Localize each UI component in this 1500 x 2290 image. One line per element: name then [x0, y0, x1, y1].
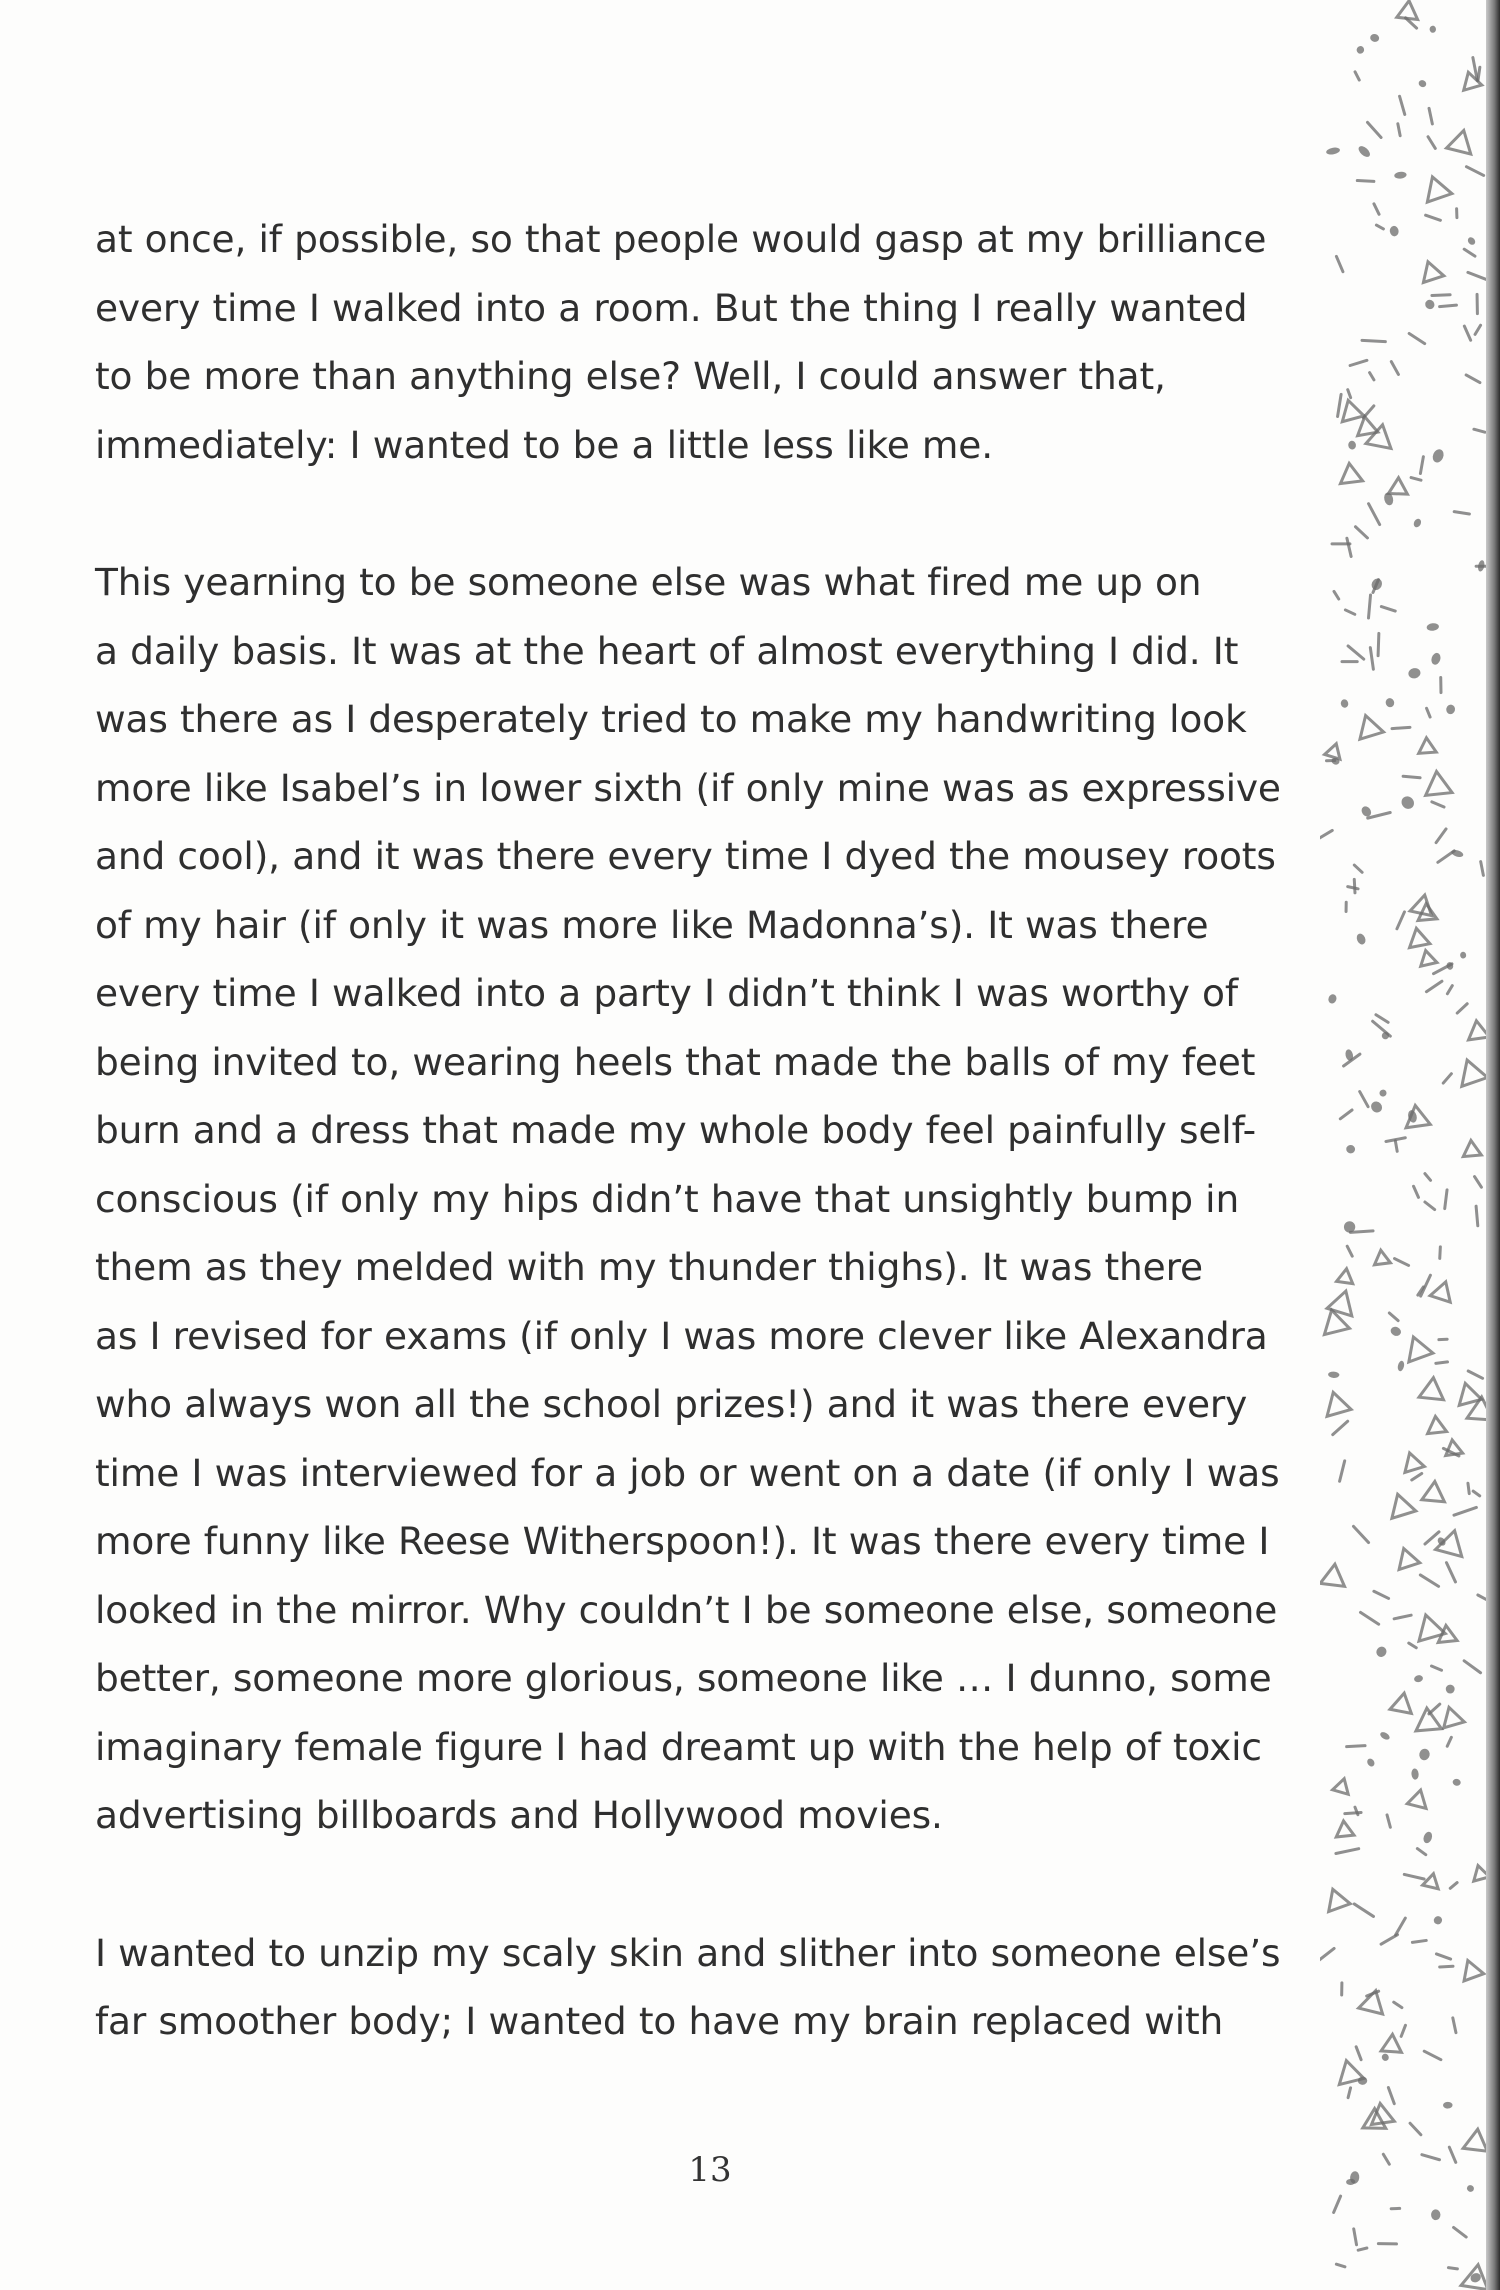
confetti-mark [1411, 478, 1421, 481]
confetti-mark [1447, 986, 1452, 994]
text-line: advertising billboards and Hollywood movies. [95, 1793, 943, 1837]
confetti-mark [1424, 2051, 1441, 2059]
confetti-mark [1466, 236, 1476, 246]
confetti-mark [1447, 1737, 1451, 1746]
confetti-mark [1328, 1371, 1340, 1378]
confetti-mark [1357, 144, 1372, 159]
confetti-mark [1340, 1461, 1345, 1481]
confetti-mark [1430, 1279, 1456, 1303]
confetti-mark [1383, 2154, 1389, 2164]
confetti-mark [1369, 504, 1380, 525]
confetti-mark [1354, 879, 1355, 892]
confetti-mark [1354, 2229, 1357, 2245]
confetti-mark [1320, 1563, 1347, 1587]
confetti-mark [1464, 249, 1475, 256]
confetti-mark [1378, 1088, 1388, 1098]
confetti-mark [1452, 1778, 1462, 1787]
confetti-mark [1404, 1874, 1424, 1879]
confetti-mark [1389, 1325, 1402, 1337]
confetti-mark [1387, 1815, 1390, 1827]
confetti-mark [1403, 776, 1420, 777]
confetti-mark [1400, 1450, 1425, 1473]
text-line: I wanted to unzip my scaly skin and slither into someone else’s [95, 1930, 1281, 1975]
text-line: being invited to, wearing heels that made the balls of my feet [95, 1039, 1256, 1084]
confetti-mark [1347, 1246, 1352, 1256]
paragraph-3 [95, 1919, 1315, 2056]
confetti-mark [1392, 727, 1410, 728]
confetti-mark [1336, 2264, 1345, 2267]
confetti-mark [1359, 1988, 1388, 2014]
confetti-mark [1420, 1575, 1438, 1586]
confetti-mark [1394, 171, 1407, 179]
text-line: as I revised for exams (if only I was more clever like Alexandra [95, 1313, 1268, 1358]
confetti-mark [1422, 1481, 1446, 1502]
confetti-mark [1436, 1954, 1450, 1959]
page-number: 13 [688, 2150, 732, 2190]
confetti-mark [1425, 1202, 1435, 1210]
confetti-mark [1353, 1526, 1368, 1542]
confetti-mark [1340, 699, 1349, 709]
confetti-mark [1428, 137, 1435, 149]
confetti-mark [1443, 2102, 1453, 2109]
confetti-mark [1440, 305, 1457, 306]
confetti-mark [1333, 1776, 1352, 1794]
confetti-mark [1410, 2123, 1421, 2135]
text-line: was there as I desperately tried to make my handwriting look [95, 697, 1247, 741]
confetti-mark [1350, 1231, 1373, 1233]
confetti-mark [1336, 256, 1343, 271]
confetti-mark [1406, 926, 1430, 947]
confetti-mark [1423, 770, 1452, 795]
confetti-mark [1397, 0, 1420, 19]
confetti-mark [1395, 1141, 1397, 1152]
text-line: more funny like Reese Witherspoon!). It was there every time I [95, 1519, 1270, 1563]
confetti-mark [1436, 1362, 1448, 1363]
confetti-mark [1414, 1186, 1419, 1197]
confetti-mark [1340, 1110, 1352, 1119]
text-line: who always won all the school prizes!) and it was there every [95, 1382, 1248, 1426]
confetti-mark [1355, 45, 1365, 55]
confetti-mark [1475, 325, 1481, 334]
confetti-mark [1370, 648, 1373, 670]
confetti-mark [1429, 108, 1432, 124]
confetti-mark [1396, 1918, 1406, 1935]
confetti-mark [1348, 390, 1351, 398]
confetti-mark [1460, 952, 1466, 959]
confetti-mark [1381, 1031, 1391, 1040]
confetti-mark [1390, 1691, 1415, 1713]
confetti-mark [1370, 373, 1374, 380]
confetti-mark [1440, 1966, 1453, 1967]
confetti-mark [1360, 1092, 1368, 1107]
confetti-mark [1407, 667, 1421, 680]
confetti-mark [1394, 1615, 1411, 1619]
confetti-mark [1355, 72, 1359, 80]
confetti-mark [1370, 577, 1384, 592]
page-edge [1486, 0, 1500, 2290]
confetti-mark [1462, 1140, 1481, 1157]
confetti-mark [1337, 1268, 1355, 1284]
text-line: of my hair (if only it was more like Madonna’s). It was there [95, 902, 1209, 947]
confetti-mark [1418, 258, 1444, 282]
confetti-mark [1409, 333, 1425, 343]
confetti-mark [1466, 2184, 1475, 2193]
body-text [95, 205, 1315, 2056]
confetti-mark [1423, 298, 1436, 311]
confetti-mark [1426, 215, 1441, 220]
confetti-mark [1474, 429, 1485, 432]
confetti-mark [1477, 560, 1485, 573]
confetti-mark [1453, 2018, 1456, 2033]
confetti-mark [1419, 1376, 1446, 1399]
confetti-mark [1401, 2025, 1405, 2036]
confetti-mark [1391, 362, 1398, 375]
confetti-mark [1454, 2227, 1467, 2237]
confetti-mark [1395, 1259, 1409, 1266]
confetti-mark [1439, 1704, 1465, 1727]
confetti-mark [1473, 1491, 1480, 1496]
confetti-mark [1374, 1591, 1389, 1598]
confetti-mark [1362, 340, 1385, 341]
confetti-mark [1436, 829, 1446, 843]
confetti-mark [1422, 2155, 1440, 2160]
confetti-mark [1426, 981, 1442, 991]
confetti-mark [1475, 1177, 1482, 1188]
confetti-mark [1446, 1685, 1455, 1694]
confetti-mark [1368, 812, 1391, 818]
confetti-mark [1366, 422, 1395, 448]
confetti-mark [1374, 204, 1379, 215]
confetti-mark [1445, 704, 1456, 715]
text-line: every time I walked into a room. But the thing I really wanted [95, 285, 1248, 330]
text-line: a daily basis. It was at the heart of almost everything I did. It [95, 628, 1239, 673]
confetti-mark [1334, 2196, 1341, 2212]
confetti-mark [1468, 1483, 1469, 1493]
confetti-mark [1481, 862, 1484, 876]
confetti-mark [1443, 1074, 1451, 1083]
confetti-mark [1325, 741, 1344, 759]
confetti-pattern-icon [1320, 0, 1500, 2290]
paragraph-2 [95, 548, 1315, 1850]
text-line: every time I walked into a party I didn’t think I was worthy of [95, 971, 1238, 1015]
confetti-mark [1381, 2034, 1403, 2053]
confetti-mark [1348, 887, 1358, 889]
confetti-mark [1478, 67, 1480, 80]
confetti-mark [1354, 1904, 1373, 1916]
confetti-mark [1414, 1707, 1441, 1731]
confetti-mark [1407, 1788, 1430, 1809]
confetti-mark [1368, 122, 1382, 137]
confetti-mark [1412, 1940, 1426, 1942]
confetti-mark [1327, 993, 1338, 1005]
text-line: better, someone more glorious, someone like … I dunno, some [95, 1656, 1272, 1700]
confetti-mark [1422, 1831, 1434, 1845]
confetti-mark [1386, 1138, 1405, 1142]
confetti-mark [1423, 1872, 1442, 1889]
confetti-mark [1476, 1206, 1478, 1226]
confetti-mark [1450, 1883, 1457, 1889]
confetti-mark [1348, 440, 1357, 450]
confetti-mark [1347, 538, 1351, 556]
confetti-mark [1389, 1313, 1398, 1321]
confetti-mark [1384, 697, 1395, 709]
text-line: looked in the mirror. Why couldn’t I be someone else, someone [95, 1587, 1278, 1632]
confetti-mark [1399, 794, 1417, 812]
confetti-mark [1379, 1731, 1391, 1742]
confetti-mark [1386, 1491, 1416, 1519]
confetti-mark [1357, 2076, 1367, 2085]
confetti-mark [1454, 1056, 1487, 1087]
confetti-mark [1320, 1948, 1334, 1961]
confetti-mark [1417, 79, 1427, 89]
confetti-mark [1338, 462, 1362, 484]
confetti-mark [1418, 1748, 1431, 1762]
confetti-mark [1413, 1674, 1423, 1683]
confetti-mark [1348, 2088, 1350, 2098]
confetti-mark [1466, 167, 1483, 176]
confetti-mark [1345, 610, 1354, 614]
confetti-mark [1454, 1507, 1476, 1515]
confetti-mark [1326, 147, 1341, 156]
confetti-mark [1338, 394, 1342, 416]
confetti-mark [1403, 1104, 1430, 1128]
confetti-mark [1322, 1885, 1350, 1911]
confetti-mark [1447, 127, 1476, 154]
text-line: conscious (if only my hips didn’t have that unsightly bump in [95, 1176, 1240, 1221]
confetti-mark [1369, 1099, 1384, 1115]
confetti-mark [1440, 1247, 1441, 1259]
confetti-mark [1420, 173, 1452, 202]
confetti-mark [1356, 2047, 1361, 2060]
confetti-mark [1431, 1666, 1441, 1670]
confetti-mark [1373, 1249, 1391, 1265]
confetti-mark [1431, 448, 1446, 465]
confetti-mark [1466, 375, 1480, 383]
confetti-mark [1429, 26, 1436, 33]
text-line: them as they melded with my thunder thighs). It was there [95, 1245, 1203, 1289]
confetti-mark [1393, 1545, 1419, 1569]
confetti-mark [1388, 477, 1408, 494]
confetti-mark [1430, 652, 1442, 666]
text-line: burn and a dress that made my whole body feel painfully self- [95, 1108, 1256, 1152]
confetti-mark [1448, 2268, 1457, 2269]
confetti-mark [1418, 949, 1437, 967]
confetti-mark [1421, 1275, 1431, 1296]
confetti-mark [1388, 2088, 1394, 2104]
confetti-mark [1464, 1661, 1480, 1673]
confetti-mark [1381, 607, 1395, 612]
confetti-mark [1381, 1935, 1397, 1944]
confetti-mark [1412, 517, 1422, 528]
confetti-mark [1348, 646, 1364, 659]
confetti-mark [1425, 1532, 1439, 1544]
confetti-mark [1355, 932, 1367, 946]
text-line: and cool), and it was there every time I dyed the mousey roots [95, 834, 1276, 878]
confetti-mark [1432, 295, 1450, 296]
confetti-mark [1378, 633, 1379, 655]
confetti-mark [1374, 1645, 1388, 1659]
text-line: to be more than anything else? Well, I could answer that, [95, 354, 1166, 398]
text-line: immediately: I wanted to be a little less like me. [95, 422, 993, 467]
confetti-mark [1432, 802, 1444, 807]
confetti-mark [1457, 1004, 1467, 1013]
text-line: This yearning to be someone else was what fired me up on [95, 560, 1202, 604]
paragraph-1 [95, 205, 1315, 479]
confetti-mark [1432, 1915, 1444, 1926]
text-line: time I was interviewed for a job or went on a date (if only I was [95, 1450, 1280, 1495]
confetti-mark [1426, 1415, 1447, 1433]
confetti-mark [1354, 712, 1384, 739]
confetti-mark [1398, 124, 1400, 136]
confetti-mark [1426, 623, 1439, 632]
confetti-mark [1409, 1643, 1416, 1648]
confetti-mark [1350, 360, 1367, 365]
confetti-mark [1397, 912, 1405, 929]
confetti-mark [1358, 2248, 1367, 2250]
confetti-mark [1445, 1190, 1447, 1209]
confetti-mark [1380, 2052, 1390, 2062]
confetti-mark [1431, 2209, 1441, 2220]
confetti-mark [1394, 2002, 1402, 2008]
confetti-mark [1454, 512, 1469, 514]
confetti-mark [1400, 96, 1405, 114]
text-line: far smoother body; I wanted to have my brain replaced with [95, 1999, 1224, 2043]
confetti-mark [1464, 326, 1470, 340]
confetti-mark [1427, 708, 1431, 717]
confetti-mark [1333, 1421, 1348, 1434]
confetti-mark [1354, 865, 1362, 872]
confetti-mark [1389, 225, 1399, 237]
confetti-mark [1446, 1563, 1455, 1582]
confetti-mark [1412, 1473, 1422, 1479]
text-line: at once, if possible, so that people would gasp at my brilliance [95, 217, 1267, 261]
confetti-mark [1401, 1333, 1433, 1362]
confetti-mark [1376, 225, 1383, 229]
confetti-mark [1458, 1957, 1484, 1981]
confetti-mark [1345, 1813, 1361, 1814]
confetti-mark [1376, 1015, 1388, 1023]
confetti-mark [1335, 1820, 1354, 1837]
confetti-mark [1321, 1389, 1351, 1416]
confetti-mark [1369, 595, 1371, 618]
text-line: more like Isabel’s in lower sixth (if only mine was as expressive [95, 765, 1281, 810]
confetti-mark [1360, 1612, 1378, 1624]
confetti-mark [1366, 1757, 1376, 1768]
confetti-mark [1468, 1371, 1482, 1378]
confetti-mark [1397, 1360, 1405, 1372]
confetti-mark [1425, 1174, 1431, 1181]
confetti-mark [1420, 457, 1423, 474]
confetti-mark [1347, 1746, 1365, 1747]
confetti-mark [1369, 33, 1380, 43]
confetti-mark [1449, 2147, 1455, 2162]
confetti-mark [1336, 1849, 1359, 1854]
confetti-mark [1346, 1145, 1355, 1154]
confetti-mark [1417, 1849, 1425, 1855]
confetti-mark [1334, 591, 1339, 599]
confetti-mark [1418, 737, 1437, 753]
text-line: imaginary female figure I had dreamt up with the help of toxic [95, 1724, 1262, 1769]
confetti-mark [1357, 181, 1374, 182]
confetti-mark [1450, 849, 1464, 859]
confetti-mark [1411, 1768, 1419, 1780]
confetti-mark [1320, 830, 1332, 842]
confetti-mark [1355, 527, 1367, 538]
